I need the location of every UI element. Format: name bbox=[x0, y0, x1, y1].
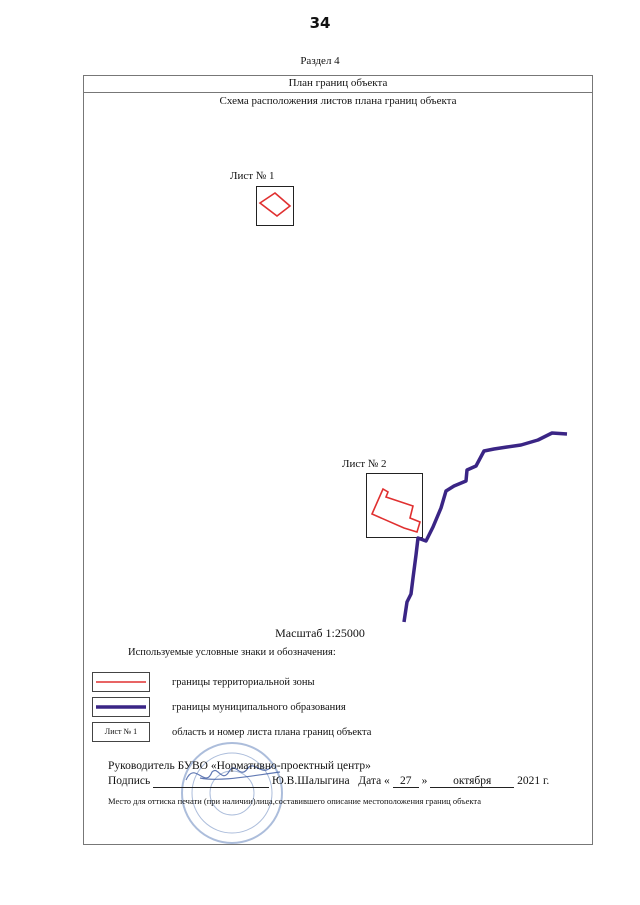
section-label: Раздел 4 bbox=[300, 55, 340, 67]
sheet-1-label: Лист № 1 bbox=[230, 170, 275, 182]
zone-boundary-1 bbox=[260, 193, 290, 216]
date-day: 27 bbox=[393, 775, 419, 788]
date-year: 2021 г. bbox=[517, 775, 550, 787]
legend-sample-sheet: Лист № 1 bbox=[92, 722, 150, 742]
date-month: октября bbox=[430, 775, 514, 788]
signature-row bbox=[108, 775, 549, 788]
legend-sample-red bbox=[92, 672, 150, 692]
table-title: План границ объекта bbox=[83, 75, 593, 93]
sheet-2-label: Лист № 2 bbox=[342, 458, 387, 470]
legend-title: Используемые условные знаки и обозначения: bbox=[128, 647, 336, 658]
legend-sample-purple bbox=[92, 697, 150, 717]
page-number: 34 bbox=[309, 14, 331, 32]
seal-stamp bbox=[182, 743, 282, 843]
legend-text-sheet: область и номер листа плана границ объекта bbox=[172, 727, 372, 738]
date-quote: » bbox=[421, 775, 428, 787]
legend-text-municipal: границы муниципального образования bbox=[172, 702, 346, 713]
sign-label: Подпись bbox=[108, 775, 151, 787]
signature-org: Руководитель БУВО «Нормативно-проектный центр» bbox=[108, 760, 371, 772]
zone-boundary-2 bbox=[372, 489, 420, 532]
stamp-footnote: Место для оттиска печати (при наличии)лица,составившего описание местоположения границ объекта bbox=[108, 796, 481, 806]
sign-line bbox=[153, 775, 269, 788]
municipal-boundary bbox=[404, 433, 567, 622]
schema-title: Схема расположения листов плана границ объекта bbox=[219, 95, 457, 107]
legend-text-zone: границы территориальной зоны bbox=[172, 677, 315, 688]
date-label: Дата « bbox=[358, 775, 390, 787]
signer-name: Ю.В.Шалыгина bbox=[271, 775, 350, 787]
scale-label: Масштаб 1:25000 bbox=[275, 626, 365, 640]
